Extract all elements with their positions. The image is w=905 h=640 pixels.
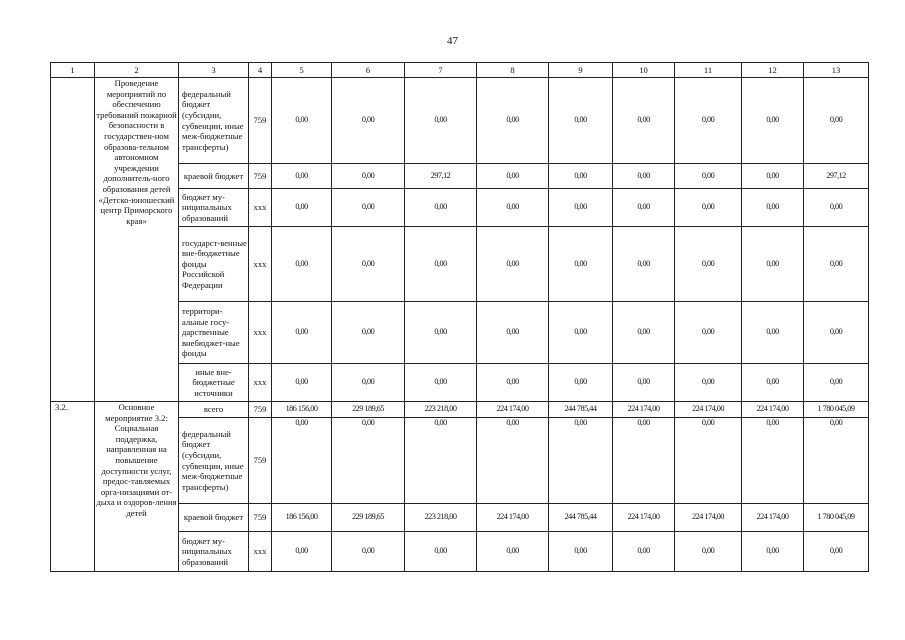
value-cell: 0,00 [804, 418, 869, 504]
funding-source-cell: территори-альные госу-дарственные внебюджет-ные фонды [179, 302, 249, 364]
funding-source-cell: краевой бюджет [179, 164, 249, 189]
value-cell: 0,00 [742, 164, 804, 189]
budget-table [50, 62, 869, 572]
value-cell: 224 174,00 [742, 504, 804, 532]
value-cell: 0,00 [613, 532, 675, 572]
value-cell: 0,00 [549, 164, 613, 189]
value-cell: 224 174,00 [613, 402, 675, 418]
value-cell: 244 785,44 [549, 402, 613, 418]
value-cell: 0,00 [332, 532, 405, 572]
value-cell: 0,00 [405, 302, 477, 364]
column-header: 6 [332, 63, 405, 78]
value-cell: 0,00 [477, 364, 549, 402]
value-cell: 0,00 [549, 78, 613, 164]
code-cell: 759 [249, 78, 272, 164]
value-cell: 1 780 045,09 [804, 504, 869, 532]
value-cell: 0,00 [272, 227, 332, 302]
column-header: 9 [549, 63, 613, 78]
column-header: 12 [742, 63, 804, 78]
page-number: 47 [447, 35, 458, 47]
value-cell: 0,00 [675, 189, 742, 227]
value-cell: 0,00 [549, 227, 613, 302]
value-cell: 223 218,00 [405, 402, 477, 418]
value-cell: 0,00 [272, 364, 332, 402]
value-cell: 223 218,00 [405, 504, 477, 532]
value-cell: 0,00 [742, 532, 804, 572]
value-cell: 0,00 [332, 302, 405, 364]
value-cell: 224 174,00 [477, 504, 549, 532]
row-number-cell: 3.2. [51, 402, 95, 572]
code-cell: ххх [249, 189, 272, 227]
value-cell: 0,00 [675, 418, 742, 504]
table-row [51, 78, 869, 164]
value-cell: 0,00 [742, 227, 804, 302]
value-cell: 0,00 [549, 189, 613, 227]
column-header: 5 [272, 63, 332, 78]
value-cell: 0,00 [675, 364, 742, 402]
value-cell: 0,00 [477, 78, 549, 164]
value-cell: 0,00 [804, 364, 869, 402]
value-cell: 0,00 [332, 227, 405, 302]
funding-source-cell: федеральный бюджет (субсидии, субвенции, иные меж-бюджетные трансферты) [179, 78, 249, 164]
measure-name-cell: Основное мероприятие 3.2: Социальная поддержка, направленная на повышение доступности услуг, предос-тавляемых орга-низациями от-дыха и оздоров-ления детей [95, 402, 179, 572]
value-cell: 229 189,65 [332, 504, 405, 532]
value-cell: 0,00 [272, 302, 332, 364]
code-cell: 759 [249, 402, 272, 418]
funding-source-cell: бюджет му-ниципальных образований [179, 189, 249, 227]
value-cell: 224 174,00 [675, 402, 742, 418]
value-cell: 0,00 [804, 189, 869, 227]
value-cell: 1 780 045,09 [804, 402, 869, 418]
value-cell: 0,00 [549, 418, 613, 504]
code-cell: 759 [249, 418, 272, 504]
value-cell: 0,00 [675, 302, 742, 364]
value-cell: 0,00 [405, 227, 477, 302]
value-cell: 224 174,00 [477, 402, 549, 418]
value-cell: 0,00 [477, 189, 549, 227]
value-cell: 0,00 [613, 189, 675, 227]
column-header: 11 [675, 63, 742, 78]
funding-source-cell: бюджет му-ниципальных образований [179, 532, 249, 572]
value-cell: 0,00 [272, 78, 332, 164]
value-cell: 0,00 [405, 364, 477, 402]
code-cell: ххх [249, 302, 272, 364]
column-header: 1 [51, 63, 95, 78]
value-cell: 0,00 [613, 164, 675, 189]
funding-source-cell: федеральный бюджет (субсидии, субвенции, иные меж-бюджетные трансферты) [179, 418, 249, 504]
value-cell: 0,00 [272, 418, 332, 504]
value-cell: 0,00 [613, 78, 675, 164]
value-cell: 0,00 [332, 189, 405, 227]
column-header: 3 [179, 63, 249, 78]
value-cell: 0,00 [804, 227, 869, 302]
value-cell: 0,00 [613, 364, 675, 402]
value-cell: 244 785,44 [549, 504, 613, 532]
funding-source-cell: всего [179, 402, 249, 418]
value-cell: 0,00 [549, 302, 613, 364]
value-cell: 0,00 [675, 532, 742, 572]
value-cell: 224 174,00 [742, 402, 804, 418]
value-cell: 0,00 [272, 164, 332, 189]
value-cell: 186 156,00 [272, 402, 332, 418]
value-cell: 0,00 [675, 227, 742, 302]
table-row [51, 402, 869, 418]
column-header: 4 [249, 63, 272, 78]
value-cell: 0,00 [804, 532, 869, 572]
value-cell: 0,00 [742, 418, 804, 504]
code-cell: 759 [249, 504, 272, 532]
value-cell: 224 174,00 [675, 504, 742, 532]
column-header: 10 [613, 63, 675, 78]
code-cell: ххх [249, 364, 272, 402]
value-cell: 0,00 [477, 164, 549, 189]
value-cell: 0,00 [613, 227, 675, 302]
value-cell: 0,00 [477, 227, 549, 302]
row-number-cell [51, 78, 95, 402]
value-cell: 0,00 [549, 364, 613, 402]
value-cell: 297,12 [405, 164, 477, 189]
column-header: 2 [95, 63, 179, 78]
value-cell: 0,00 [804, 78, 869, 164]
value-cell: 0,00 [477, 532, 549, 572]
value-cell: 0,00 [613, 302, 675, 364]
value-cell: 0,00 [675, 164, 742, 189]
value-cell: 0,00 [613, 418, 675, 504]
measure-name-cell: Проведение мероприятий по обеспечению требований пожарной безопасности в государствен-ном образова-тельном автономном учреждении дополнитель-ного образования детей «Детско-юношеский центр Приморского края» [95, 78, 179, 402]
column-header: 13 [804, 63, 869, 78]
value-cell: 0,00 [332, 164, 405, 189]
value-cell: 0,00 [272, 189, 332, 227]
value-cell: 0,00 [405, 532, 477, 572]
value-cell: 0,00 [742, 78, 804, 164]
code-cell: 759 [249, 164, 272, 189]
column-header: 7 [405, 63, 477, 78]
value-cell: 0,00 [477, 302, 549, 364]
header-row [51, 63, 869, 78]
value-cell: 229 189,65 [332, 402, 405, 418]
value-cell: 0,00 [742, 364, 804, 402]
code-cell: ххх [249, 532, 272, 572]
funding-source-cell: государст-венные вне-бюджетные фонды Российской Федерации [179, 227, 249, 302]
value-cell: 186 156,00 [272, 504, 332, 532]
value-cell: 0,00 [272, 532, 332, 572]
value-cell: 0,00 [405, 78, 477, 164]
column-header: 8 [477, 63, 549, 78]
value-cell: 0,00 [405, 418, 477, 504]
value-cell: 0,00 [742, 189, 804, 227]
value-cell: 224 174,00 [613, 504, 675, 532]
value-cell: 0,00 [405, 189, 477, 227]
value-cell: 0,00 [332, 418, 405, 504]
value-cell: 0,00 [804, 302, 869, 364]
funding-source-cell: краевой бюджет [179, 504, 249, 532]
value-cell: 0,00 [477, 418, 549, 504]
value-cell: 0,00 [332, 78, 405, 164]
value-cell: 297,12 [804, 164, 869, 189]
funding-source-cell: иные вне-бюджетные источники [179, 364, 249, 402]
value-cell: 0,00 [332, 364, 405, 402]
value-cell: 0,00 [549, 532, 613, 572]
value-cell: 0,00 [675, 78, 742, 164]
code-cell: ххх [249, 227, 272, 302]
value-cell: 0,00 [742, 302, 804, 364]
